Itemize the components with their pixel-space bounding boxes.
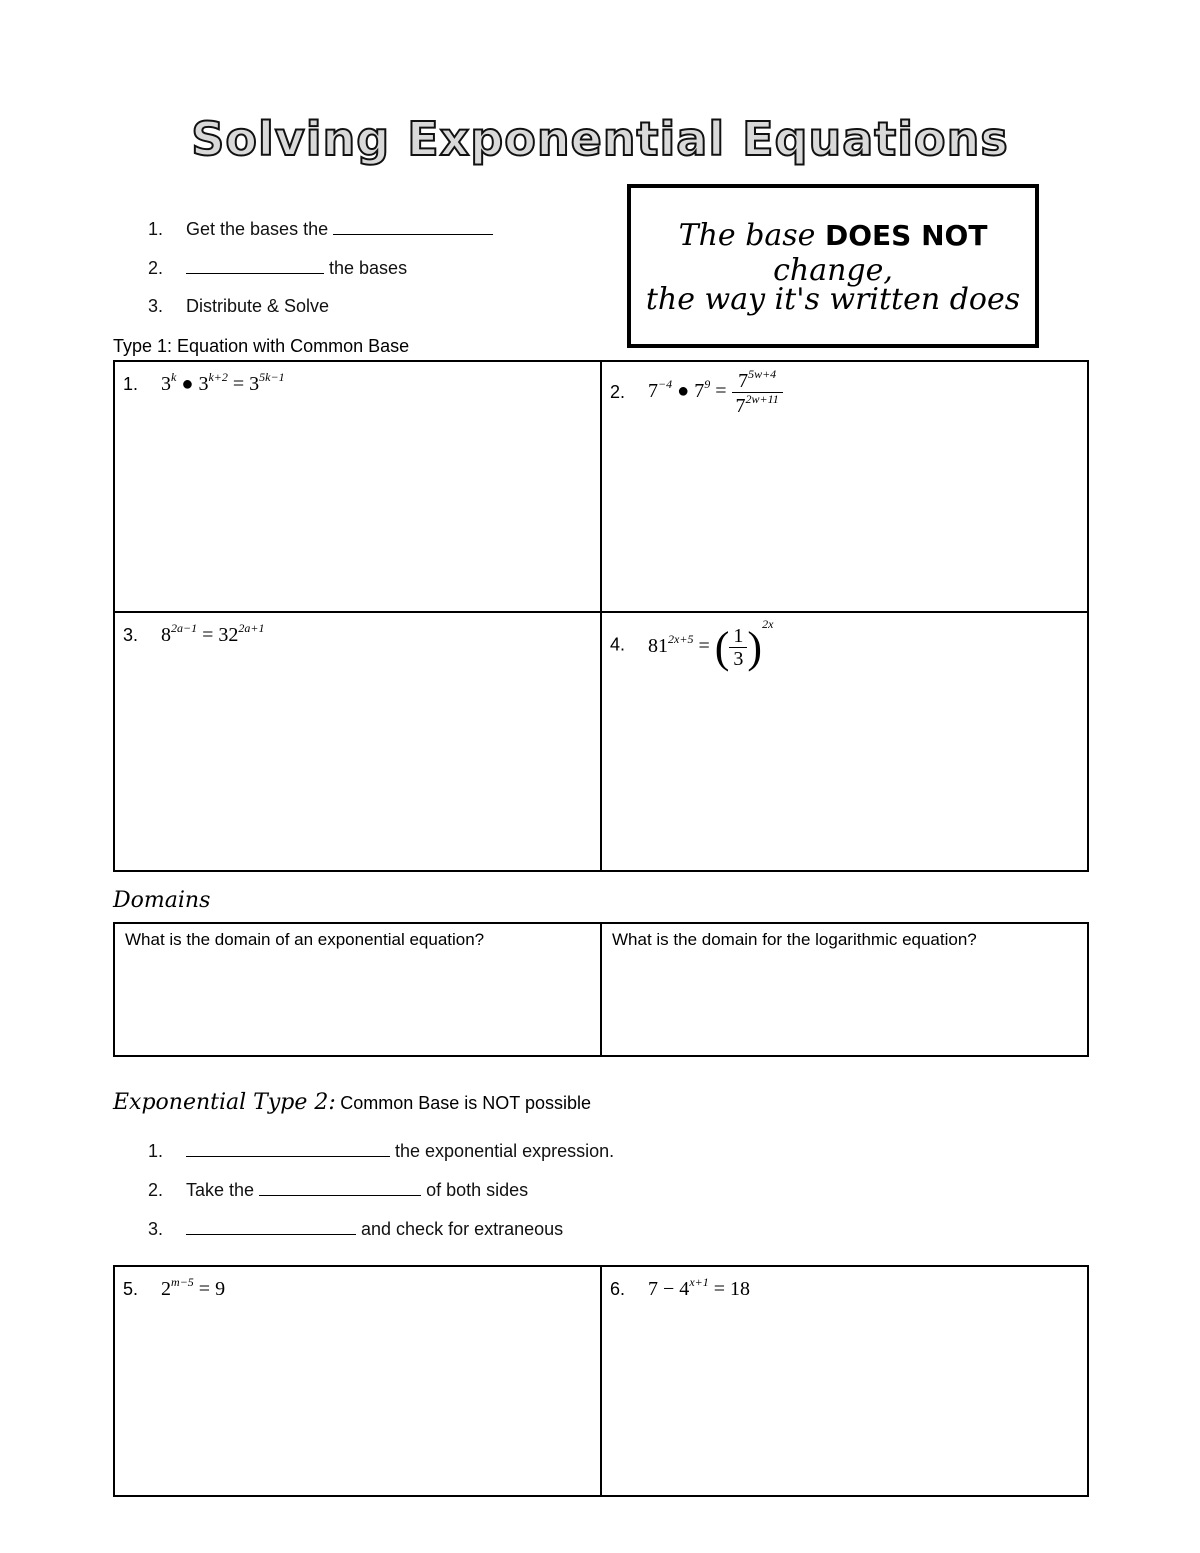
problem-6: 6. $7 - 4^{x+1} = 18$	[610, 1275, 751, 1300]
problem-2: 2. $7^{-4}$ ● $7^9$ = $\frac{7^{5w+4}}{7^{2w+11}}$	[610, 368, 783, 417]
type2-heading-row	[113, 1090, 591, 1115]
problem-2-cell[interactable]	[601, 361, 1088, 612]
problem-4-cell[interactable]	[601, 612, 1088, 871]
equation-6: $7 - 4^{x+1} = 18$	[648, 1275, 751, 1300]
type1-heading: Type 1: Equation with Common Base	[113, 336, 410, 356]
problem-3-cell[interactable]	[114, 612, 601, 871]
equation-4: $81^{2x+5}$ = ( $\frac{1}{3}$ )$^{2x}$	[648, 617, 774, 672]
equation-3: $8^{2a-1} = 32^{2a+1}$	[161, 621, 265, 646]
domain-exponential-cell[interactable]	[114, 923, 601, 1056]
callout-line-2: the way it's written does	[645, 282, 1021, 317]
type1-problem-grid	[113, 360, 1089, 872]
problem-1-cell[interactable]	[114, 361, 601, 612]
domains-heading: Domains	[113, 888, 211, 913]
problem-3: 3. $8^{2a-1} = 32^{2a+1}$	[123, 621, 265, 646]
blank-field[interactable]	[186, 1140, 390, 1157]
callout-line-1: The base DOES NOT change,	[678, 218, 988, 288]
equation-5: $2^{m-5} = 9$	[161, 1275, 226, 1300]
type2-subheading: Common Base is NOT possible	[340, 1093, 592, 1113]
blank-field[interactable]	[186, 257, 324, 274]
type2-step-1: 1. the exponential expression.	[148, 1141, 615, 1161]
page-title: Solving Exponential Equations	[191, 112, 1009, 166]
domain-question-exponential: What is the domain of an exponential equation?	[125, 930, 485, 949]
type2-step-3: 3. and check for extraneous	[148, 1219, 564, 1239]
problem-6-cell[interactable]	[601, 1266, 1088, 1496]
blank-field[interactable]	[259, 1179, 421, 1196]
step-2: 2. the bases	[148, 258, 408, 278]
equation-1: 3$^k$ ● $3^{k+2} = 3^{5k-1}$	[161, 370, 285, 395]
domain-question-logarithmic: What is the domain for the logarithmic equation?	[612, 930, 977, 949]
type2-heading: Exponential Type 2:	[113, 1090, 336, 1115]
problem-5-cell[interactable]	[114, 1266, 601, 1496]
problem-5: 5. $2^{m-5} = 9$	[123, 1275, 226, 1300]
problem-4: 4. $81^{2x+5}$ = ( $\frac{1}{3}$ )$^{2x}$	[610, 617, 774, 672]
domain-logarithmic-cell[interactable]	[601, 923, 1088, 1056]
callout-box	[627, 184, 1039, 348]
blank-field[interactable]	[186, 1218, 356, 1235]
problem-1: 1. 3$^k$ ● $3^{k+2} = 3^{5k-1}$	[123, 370, 285, 395]
equation-2: $7^{-4}$ ● $7^9$ = $\frac{7^{5w+4}}{7^{2w+11}}$	[648, 380, 783, 402]
step-3: 3. Distribute & Solve	[148, 296, 330, 316]
step-1: 1. Get the bases the	[148, 218, 493, 240]
type2-problem-grid	[113, 1265, 1089, 1497]
type2-step-2: 2. Take the of both sides	[148, 1180, 529, 1200]
domains-grid	[113, 922, 1089, 1057]
blank-field[interactable]	[333, 218, 493, 235]
